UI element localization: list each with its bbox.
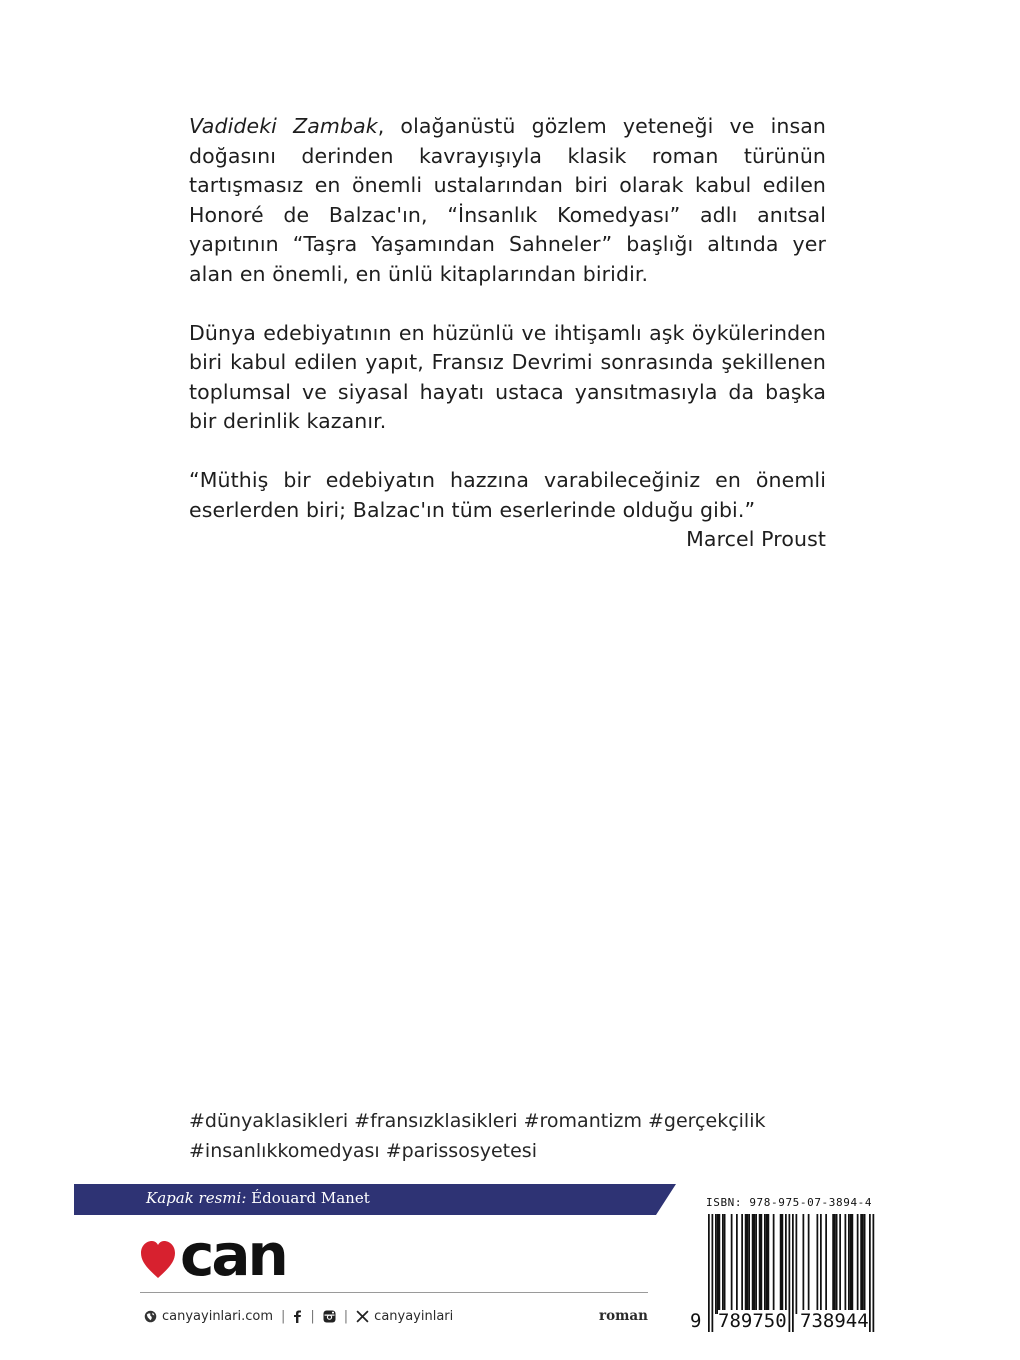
barcode-bar — [845, 1214, 847, 1314]
cover-credit-artist: Édouard Manet — [251, 1189, 370, 1207]
barcode-bar — [792, 1214, 794, 1332]
footer-separator: | — [281, 1308, 286, 1324]
back-cover-blurb — [189, 112, 826, 584]
barcode-bar — [803, 1214, 805, 1314]
barcode-bar — [745, 1214, 747, 1314]
blurb-paragraph-2: Dünya edebiyatının en hüzünlü ve ihtişamlı aşk öykülerinden biri kabul edilen yapıt, Fransız Devrimi sonrasında şekillenen toplumsal ve siyasal hayatı ustaca yansıtmasıyla da başka bir derinlik kazanır. — [189, 320, 826, 433]
blurb-paragraph-1-text: , olağanüstü gözlem yeteneği ve insan doğasını derinden kavrayışıyla klasik roman türünün tartışmasız en önemli ustalarından biri olarak kabul edilen Honoré de Balzac'ın, “İnsanlık Komedyası” adlı anıtsal yapıtının “Taşra Yaşamından Sahneler” başlığı altında yer alan en önemli, en ünlü kitaplarından biridir. — [189, 114, 826, 286]
barcode-bar — [873, 1214, 875, 1332]
footer-separator: | — [343, 1308, 349, 1324]
barcode-bar — [766, 1214, 768, 1314]
barcode-bar — [789, 1214, 791, 1332]
publisher-logo-text: can — [180, 1221, 286, 1289]
barcode-bar — [759, 1214, 761, 1314]
barcode-bar — [754, 1214, 756, 1314]
barcode-bar — [782, 1214, 784, 1314]
barcode-bar — [719, 1214, 721, 1314]
barcode-bar — [860, 1214, 862, 1314]
book-title: Vadideki Zambak — [189, 114, 378, 138]
instagram-link[interactable] — [323, 1310, 336, 1323]
x-icon — [356, 1310, 369, 1323]
website-text: canyayinlari.com — [162, 1308, 273, 1324]
publisher-logo — [140, 1221, 290, 1289]
barcode-group-1: 789750 — [718, 1310, 787, 1332]
barcode-bar — [752, 1214, 754, 1314]
barcode-bar — [708, 1214, 710, 1332]
facebook-icon — [293, 1310, 302, 1323]
barcode-bar — [862, 1214, 864, 1314]
genre-label: roman — [599, 1308, 648, 1324]
barcode-bar — [724, 1214, 726, 1314]
hashtags-line-1: #dünyaklasikleri #fransızklasikleri #romantizm #gerçekçilik — [189, 1110, 766, 1132]
barcode-bar — [768, 1214, 770, 1314]
barcode-bar — [722, 1214, 724, 1314]
barcode-bar — [761, 1214, 763, 1314]
barcode-bar — [820, 1214, 822, 1314]
barcode-bar — [748, 1214, 750, 1314]
barcode-bar — [717, 1214, 719, 1314]
barcode-bar — [785, 1214, 787, 1314]
barcode-bar — [715, 1214, 717, 1314]
cover-credit-band — [74, 1184, 676, 1215]
hashtags — [189, 1106, 766, 1166]
barcode-bar — [850, 1214, 852, 1314]
barcode-bar — [808, 1214, 810, 1314]
hashtags-line-2: #insanlıkkomedyası #parissosyetesi — [189, 1140, 537, 1162]
barcode-bar — [852, 1214, 854, 1314]
barcode-bar — [864, 1214, 866, 1314]
cover-credit-label: Kapak resmi: — [146, 1189, 247, 1207]
instagram-icon — [323, 1310, 336, 1323]
barcode-bar — [712, 1214, 714, 1332]
isbn-barcode — [690, 1196, 880, 1336]
publisher-footer — [144, 1305, 648, 1327]
barcode-bar — [834, 1214, 836, 1314]
cover-credit — [146, 1189, 370, 1207]
barcode-bar — [773, 1214, 775, 1314]
blurb-paragraph-1 — [189, 112, 826, 289]
globe-icon — [144, 1310, 157, 1323]
barcode-bar — [836, 1214, 838, 1314]
barcode-bar — [832, 1214, 834, 1314]
facebook-link[interactable] — [293, 1310, 302, 1323]
barcode-bar — [755, 1214, 757, 1314]
barcode-bar — [857, 1214, 859, 1314]
barcode-bar — [741, 1214, 743, 1314]
barcode-bar — [736, 1214, 738, 1314]
x-link[interactable] — [356, 1309, 453, 1324]
barcode-bar — [869, 1214, 871, 1332]
barcode-bar — [839, 1214, 841, 1314]
isbn-label: ISBN: 978-975-07-3894-4 — [706, 1196, 873, 1209]
barcode-bar — [764, 1214, 766, 1314]
barcode-bar — [796, 1214, 798, 1314]
quote-author: Marcel Proust — [686, 527, 826, 551]
barcode-bar — [731, 1214, 733, 1314]
barcode-bar — [825, 1214, 827, 1314]
barcode-bar — [848, 1214, 850, 1314]
website-link[interactable] — [144, 1309, 273, 1324]
barcode-bar — [817, 1214, 819, 1314]
quote-text: “Müthiş bir edebiyatın hazzına varabileceğiniz en önemli eserlerden biri; Balzac'ın tüm eserlerinde olduğu gibi.” — [189, 468, 826, 522]
social-handle: canyayinlari — [374, 1308, 454, 1324]
footer-divider — [140, 1292, 648, 1293]
barcode-group-2: 738944 — [800, 1310, 869, 1332]
barcode-bar — [780, 1214, 782, 1314]
barcode-first-digit: 9 — [690, 1310, 702, 1332]
footer-separator: | — [310, 1308, 315, 1324]
barcode-bar — [747, 1214, 749, 1314]
